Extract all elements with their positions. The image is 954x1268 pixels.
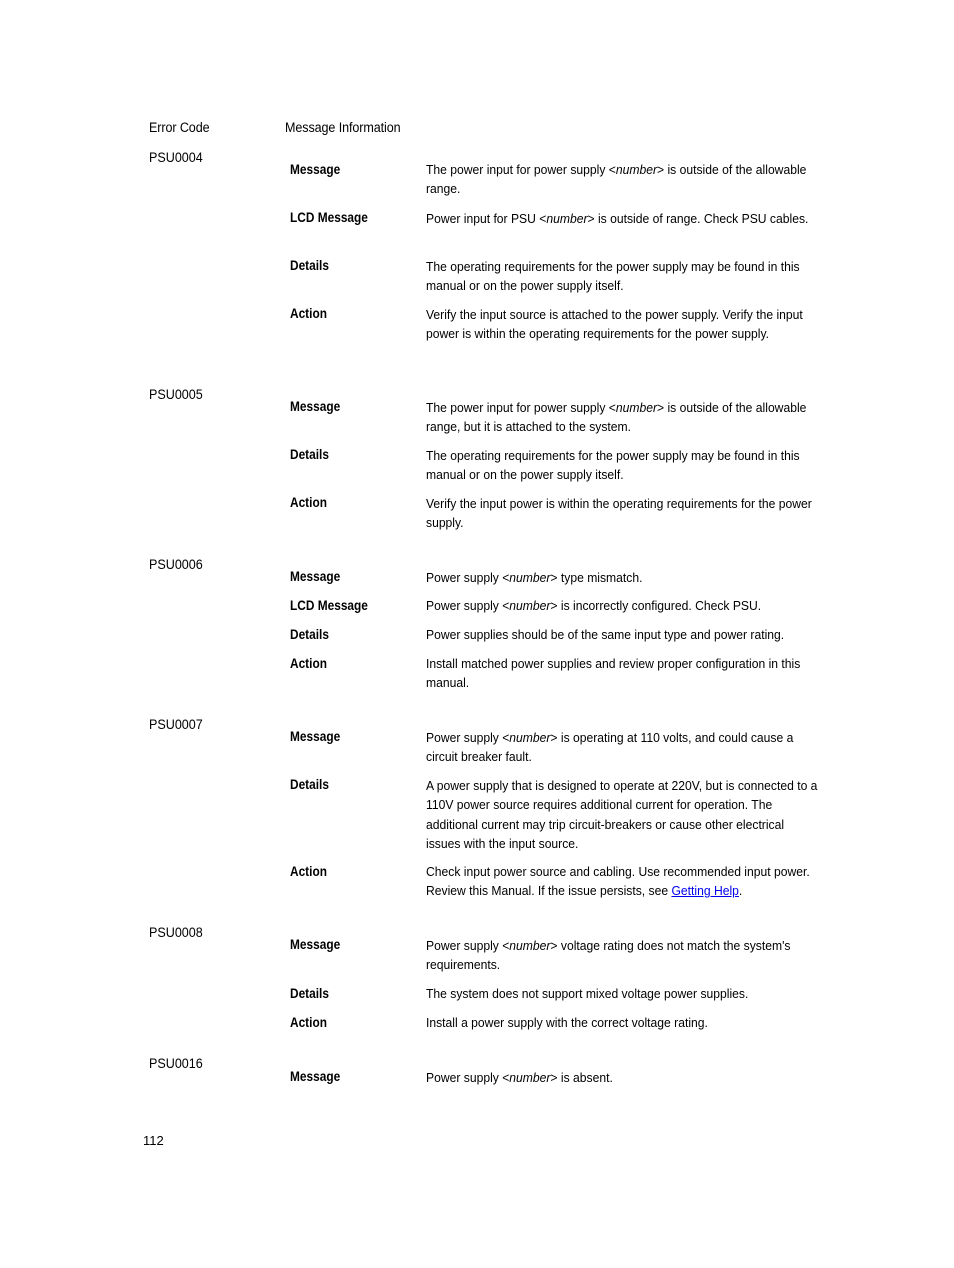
header-message-information: Message Information xyxy=(285,120,401,135)
field-label-lcd-message: LCD Message xyxy=(290,210,368,225)
error-code-psu0004: PSU0004 xyxy=(149,150,203,165)
field-text-message: The power input for power supply <number> is outside of the allowable range. xyxy=(426,162,807,197)
field-label-message: Message xyxy=(290,162,341,177)
field-text-message: Power supply <number> voltage rating does not match the system's requirements. xyxy=(426,938,791,973)
field-text-action: Install matched power supplies and review proper configuration in this manual. xyxy=(426,656,801,691)
field-text-details: A power supply that is designed to operate at 220V, but is connected to a 110V power source requires additional current for operation. The additional current may trip circuit-breakers or cause other electrical issues with the input source. xyxy=(426,778,818,851)
field-text-action: Check input power source and cabling. Use recommended input power. Review this Manual. If the issue persists, see Getting Help. xyxy=(426,864,810,899)
field-text-lcd-message: Power input for PSU <number> is outside of range. Check PSU cables. xyxy=(426,211,809,226)
field-label-details: Details xyxy=(290,627,329,642)
error-code-psu0005: PSU0005 xyxy=(149,387,203,402)
field-label-action: Action xyxy=(290,656,327,671)
field-text-message: The power input for power supply <number> is outside of the allowable range, but it is attached to the system. xyxy=(426,400,807,435)
field-text-lcd-message: Power supply <number> is incorrectly configured. Check PSU. xyxy=(426,598,762,613)
field-text-details: The system does not support mixed voltage power supplies. xyxy=(426,986,749,1001)
page-number: 112 xyxy=(143,1133,164,1148)
field-label-details: Details xyxy=(290,986,329,1001)
error-code-psu0006: PSU0006 xyxy=(149,557,203,572)
field-label-message: Message xyxy=(290,569,341,584)
field-label-lcd-message: LCD Message xyxy=(290,598,368,613)
field-text-action: Verify the input source is attached to the power supply. Verify the input power is within the operating requirements for the power supply. xyxy=(426,307,803,342)
field-label-details: Details xyxy=(290,258,329,273)
field-text-message: Power supply <number> type mismatch. xyxy=(426,570,643,585)
field-text-action: Verify the input power is within the operating requirements for the power supply. xyxy=(426,496,812,531)
field-text-message: Power supply <number> is operating at 110 volts, and could cause a circuit breaker fault. xyxy=(426,730,794,765)
field-label-message: Message xyxy=(290,729,341,744)
field-text-details: Power supplies should be of the same input type and power rating. xyxy=(426,627,785,642)
field-label-details: Details xyxy=(290,777,329,792)
field-label-message: Message xyxy=(290,1069,341,1084)
field-text-details: The operating requirements for the power supply may be found in this manual or on the power supply itself. xyxy=(426,448,800,483)
field-label-message: Message xyxy=(290,937,341,952)
field-text-details: The operating requirements for the power supply may be found in this manual or on the power supply itself. xyxy=(426,259,800,294)
field-label-action: Action xyxy=(290,864,327,879)
field-label-action: Action xyxy=(290,1015,327,1030)
error-code-psu0007: PSU0007 xyxy=(149,717,203,732)
field-label-action: Action xyxy=(290,495,327,510)
field-label-details: Details xyxy=(290,447,329,462)
field-text-action: Install a power supply with the correct voltage rating. xyxy=(426,1015,708,1030)
error-code-psu0016: PSU0016 xyxy=(149,1056,203,1071)
error-code-psu0008: PSU0008 xyxy=(149,925,203,940)
field-label-message: Message xyxy=(290,399,341,414)
getting-help-link[interactable]: Getting Help xyxy=(671,883,739,899)
header-error-code: Error Code xyxy=(149,120,210,135)
field-label-action: Action xyxy=(290,306,327,321)
field-text-message: Power supply <number> is absent. xyxy=(426,1070,613,1085)
